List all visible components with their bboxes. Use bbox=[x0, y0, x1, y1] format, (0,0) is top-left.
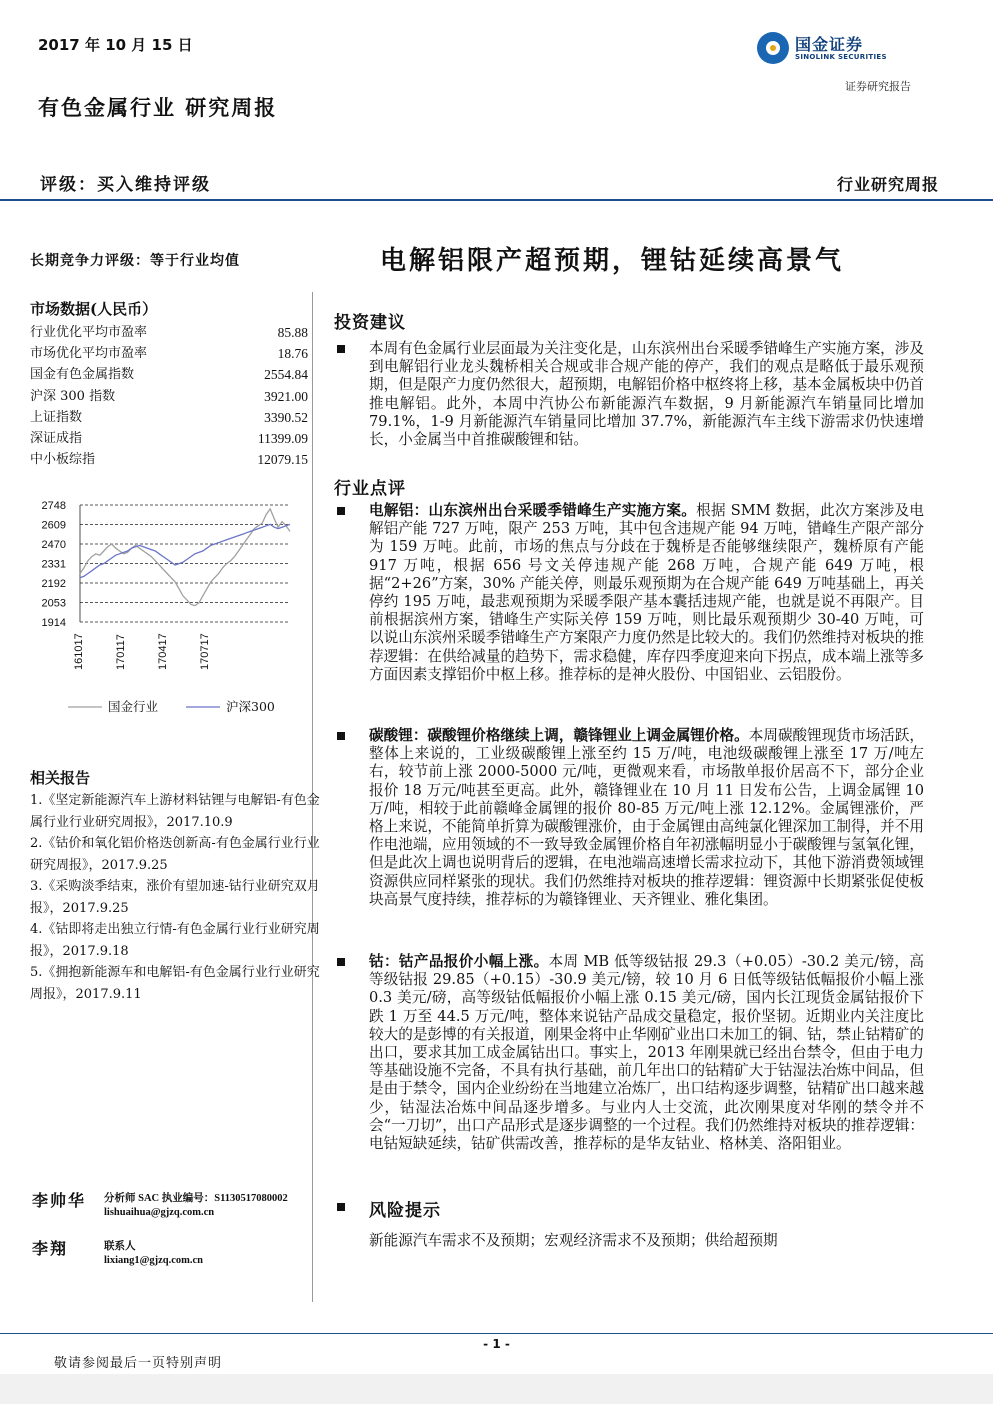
bullet-icon bbox=[337, 1203, 345, 1211]
market-label: 沪深 300 指数 bbox=[30, 388, 116, 404]
bullet-icon bbox=[337, 958, 345, 966]
market-value: 85.88 bbox=[277, 325, 308, 340]
market-data-title: 市场数据(人民币） bbox=[30, 300, 158, 318]
analyst-name: 李帅华 bbox=[32, 1191, 87, 1210]
market-row bbox=[30, 343, 308, 364]
risk-section bbox=[334, 1196, 924, 1250]
paragraph-text: 本周碳酸锂现货市场活跃，整体上来说的，工业级碳酸锂上涨至约 15 万/吨，电池级碳酸锂上涨至 17 万/吨左右，较节前上涨 2000-5000 元/吨，更微观来看，市场散单报价居高不下，部分企业报价 18 万元/吨甚至更高。此外，赣锋锂业在 10 月 11 日发布公告，上调金属锂 10 万/吨，相较于此前赣峰金属锂的报价 80-85 万元/吨上涨 12.12%。金属锂涨价，严格上来说，不能简单折算为碳酸锂涨价，由于金属锂由高纯氯化锂深加工制得，并不用作电池端，应用领域的不一致导致金属锂价格自年初涨幅明显小于碳酸锂与氢氧化锂，但是此次上调也说明背后的逻辑，在电池端高速增长需求拉动下，其他下游消费领域锂资源供应同样紧张的现状。我们仍然维持对板块的推荐逻辑：锂资源中长期紧张促使板块高景气度持续，推荐标的为赣锋锂业、天齐锂业、雅化集团。 bbox=[369, 727, 924, 908]
y-tick-label: 2748 bbox=[41, 500, 66, 512]
logo-mark-icon bbox=[757, 32, 789, 64]
market-value: 12079.15 bbox=[257, 452, 308, 468]
market-data-table bbox=[30, 322, 308, 470]
y-tick-label: 2192 bbox=[41, 578, 66, 590]
paragraph-keyword: 电解铝：山东滨州出台采暖季错峰生产实施方案。 bbox=[369, 502, 697, 519]
bullet-icon bbox=[337, 507, 345, 515]
page-title: 有色金属行业 研究周报 bbox=[38, 95, 278, 120]
related-reports-list bbox=[30, 790, 320, 1005]
analyst-info bbox=[104, 1240, 203, 1268]
header-divider bbox=[0, 199, 993, 201]
related-report-item[interactable]: 4.《钴即将走出独立行情-有色金属行业行业研究周报》，2017.9.18 bbox=[30, 922, 320, 959]
report-date: 2017 年 10 月 15 日 bbox=[38, 36, 193, 54]
legend-label: 国金行业 bbox=[108, 699, 159, 714]
y-tick-label: 1914 bbox=[41, 617, 66, 629]
series-line bbox=[80, 509, 290, 606]
footer-band bbox=[0, 1374, 993, 1404]
market-label: 国金有色金属指数 bbox=[30, 367, 135, 383]
analyst-name: 李翔 bbox=[32, 1239, 69, 1258]
analyst-email[interactable]: lixiang1@gjzq.com.cn bbox=[104, 1255, 204, 1266]
paragraph-text: 本周有色金属行业层面最为关注变化是，山东滨州出台采暖季错峰生产实施方案，涉及到电解铝行业龙头魏桥相关合规或非合规产能的停产，我们的观点是略低于最乐观预期，但是限产力度仍然很大，超预期，电解铝价格中枢终将上移，基本金属板块中仍首推电解铝。此外，本周中汽协公布新能源汽车数据，9 月新能源汽车销量同比增加 79.1%，1-9 月新能源汽车销量同比增加 37.7%，新能源汽车主线下游需求仍快速增长，小金属当中首推碳酸锂和钴。 bbox=[369, 340, 924, 449]
report-category: 行业研究周报 bbox=[836, 175, 939, 194]
legend-label: 沪深300 bbox=[226, 699, 275, 714]
long-term-rating: 长期竞争力评级：等于行业均值 bbox=[30, 253, 240, 269]
market-value: 2554.84 bbox=[264, 367, 308, 383]
paragraph-keyword: 钴：钴产品报价小幅上涨。 bbox=[369, 953, 549, 970]
x-tick-label: 161017 bbox=[73, 633, 85, 670]
market-value: 3921.00 bbox=[264, 388, 308, 404]
x-tick-label: 170117 bbox=[115, 634, 127, 670]
market-row bbox=[30, 449, 308, 470]
analyst-role: 分析师 SAC 执业编号：S1130517080002 bbox=[104, 1193, 288, 1204]
rating: 评级：买入维持评级 bbox=[40, 175, 211, 195]
cobalt-paragraph bbox=[334, 953, 924, 1153]
section-title-risk: 风险提示 bbox=[369, 1201, 441, 1221]
bullet-icon bbox=[337, 732, 345, 740]
paragraph-text: 根据 SMM 数据，此次方案涉及电解铝产能 727 万吨，限产 253 万吨，其中包含违规产能 94 万吨，错峰生产限产部分为 159 万吨。此前，市场的焦点与分歧在于魏桥是否能够继续限产，魏桥原有产能 917 万吨，根据 656 号文关停违规产能 268 万吨，合规产能 649 万吨，根据“2+26”方案，30% 产能关停，则最乐观预期为在合规产能 649 万吨基础上，再关停约 195 万吨，最悲观预期为采暖季限产基本囊括违规产能，也就是说不再限产。目前根据滨州方案，错峰生产实际关停 159 万吨，则比最乐观预期少 30-40 万吨，可以说山东滨州采暖季错峰生产方案限产力度仍然是比较大的。我们仍然维持对板块的推荐逻辑：在供给减量的趋势下，需求稳健，库存四季度迎来向下拐点，成本端上涨等多方面因素支撑铝价中枢上移。推荐标的是神火股份、中国铝业、云铝股份。 bbox=[369, 502, 924, 683]
analyst-info bbox=[104, 1192, 288, 1220]
page-number: - 1 - bbox=[483, 1337, 510, 1351]
report-type: 证券研究报告 bbox=[845, 80, 911, 93]
market-row bbox=[30, 407, 308, 428]
y-tick-label: 2053 bbox=[41, 597, 66, 610]
index-line-chart bbox=[28, 494, 298, 726]
x-tick-label: 170717 bbox=[199, 633, 211, 670]
market-row bbox=[30, 428, 308, 449]
related-report-item[interactable]: 1.《坚定新能源汽车上游材料钴锂与电解铝-有色金属行业行业研究周报》，2017.10.9 bbox=[30, 793, 320, 830]
lithium-paragraph bbox=[334, 727, 924, 909]
analyst-email[interactable]: lishuaihua@gjzq.com.cn bbox=[104, 1207, 215, 1218]
investment-paragraph bbox=[334, 340, 924, 449]
market-value: 11399.09 bbox=[257, 430, 308, 446]
paragraph-text: 本周 MB 低等级钴报 29.3（+0.05）-30.2 美元/镑，高等级钴报 29.85（+0.15）-30.9 美元/镑，较 10 月 6 日低等级钴低幅报价小幅上涨 0.3 美元/磅，高等级钴低幅报价小幅上涨 0.15 美元/磅，国内长江现货金属钴报价下跌 1 万至 44.5 万元/吨，整体来说钴产品成交量稳定，报价坚韧。近期业内关注度比较大的是彭博的有关报道，刚果金将中止华刚矿业出口未加工的铜、钴，禁止钴精矿的出口，要求其加工成金属钴出口。事实上，2013 年刚果就已经出台禁令，但由于电力等基础设施不完备，不具有执行基础，前几年出口的钴精矿大于钴湿法冶炼中间品，但是由于禁令，国内企业纷纷在当地建立冶炼厂，出口结构逐步调整，钴精矿出口越来越少，钴湿法冶炼中间品逐步增多。与业内人士交流，此次刚果度对华刚的禁令并不会“一刀切”，出口产品形式是逐步调整的一个过程。我们仍然维持对板块的推荐逻辑：电钴短缺延续，钴矿供需改善，推荐标的是华友钴业、格林美、洛阳钼业。 bbox=[369, 953, 924, 1153]
sinolink-logo bbox=[757, 32, 902, 68]
y-tick-label: 2331 bbox=[41, 558, 66, 571]
section-title-investment: 投资建议 bbox=[334, 313, 406, 333]
footer-divider bbox=[0, 1333, 993, 1334]
section-title-comment: 行业点评 bbox=[334, 479, 406, 499]
paragraph-keyword: 碳酸锂：碳酸锂价格继续上调，赣锋锂业上调金属锂价格。 bbox=[369, 727, 749, 744]
market-label: 市场优化平均市盈率 bbox=[30, 346, 148, 362]
market-value: 3390.52 bbox=[264, 409, 308, 425]
series-line bbox=[80, 524, 290, 577]
market-label: 中小板综指 bbox=[30, 452, 96, 468]
logo-english: SINOLINK SECURITIES bbox=[795, 53, 887, 61]
market-label: 上证指数 bbox=[30, 409, 83, 425]
bullet-icon bbox=[337, 345, 345, 353]
footer-disclaimer: 敬请参阅最后一页特别声明 bbox=[54, 1356, 223, 1371]
related-report-item[interactable]: 5.《拥抱新能源车和电解铝-有色金属行业行业研究周报》，2017.9.11 bbox=[30, 965, 320, 1002]
y-tick-label: 2470 bbox=[41, 539, 66, 551]
related-report-item[interactable]: 3.《采购淡季结束，涨价有望加速-钴行业研究双月报》，2017.9.25 bbox=[30, 879, 320, 916]
risk-text: 新能源汽车需求不及预期；宏观经济需求不及预期；供给超预期 bbox=[369, 1232, 778, 1249]
aluminum-paragraph bbox=[334, 502, 924, 684]
headline: 电解铝限产超预期，锂钴延续高景气 bbox=[380, 246, 845, 276]
y-tick-label: 2609 bbox=[41, 519, 66, 532]
analyst-role: 联系人 bbox=[104, 1241, 136, 1252]
market-row bbox=[30, 386, 308, 407]
logo-chinese: 国金证券 bbox=[795, 35, 864, 54]
market-label: 深证成指 bbox=[30, 430, 83, 446]
related-reports-title: 相关报告 bbox=[30, 769, 91, 787]
x-tick-label: 170417 bbox=[157, 633, 169, 670]
market-row bbox=[30, 364, 308, 385]
market-value: 18.76 bbox=[277, 346, 308, 362]
market-row bbox=[30, 322, 308, 343]
market-label: 行业优化平均市盈率 bbox=[30, 325, 148, 340]
related-report-item[interactable]: 2.《钴价和氧化铝价格迭创新高-有色金属行业行业研究周报》，2017.9.25 bbox=[30, 836, 320, 873]
